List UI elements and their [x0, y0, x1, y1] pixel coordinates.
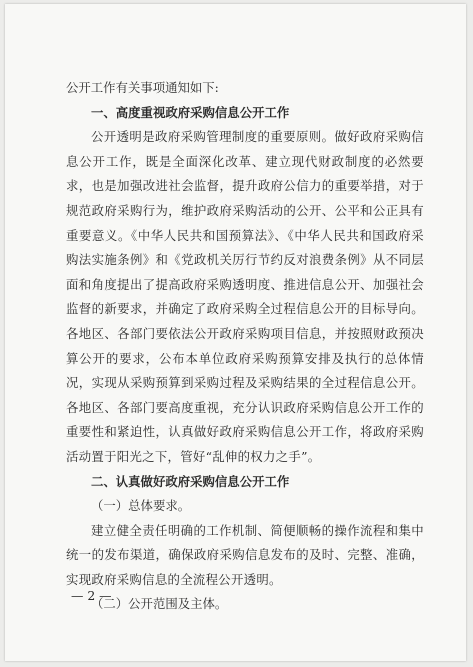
- document-page: [5, 4, 466, 661]
- section1-paragraph: 公开透明是政府采购管理制度的重要原则。做好政府采购信息公开工作，既是全面深化改革、建立现代财政制度的必然要求，也是加强改进社会监督，提升政府公信力的重要举措，对于规范政府采购行为，维护政府采购活动的公开、公平和公正具有重要意义。《中华人民共和国预算法》、《中华人民共和国政府采购法实施条例》和《党政机关厉行节约反对浪费条例》从不同层面和角度提出了提高政府采购透明度、推进信息公开、加强社会监督的新要求，并确定了政府采购全过程信息公开的目标导向。各地区、各部门要依法公开政府采购项目信息，并按照财政预决算公开的要求，公布本单位政府采购预算安排及执行的总体情况，实现从采购预算到采购过程及采购结果的全过程信息公开。各地区、各部门要高度重视，充分认识政府采购信息公开工作的重要性和紧迫性，认真做好政府采购信息公开工作，将政府采购活动置于阳光之下，管好“乱伸的权力之手”。: [66, 129, 424, 464]
- page-number: — 2 —: [71, 588, 112, 603]
- page-content: [66, 76, 424, 617]
- subsection2-heading: （二）公开范围及主体。: [91, 596, 228, 612]
- section2-heading: 二、认真做好政府采购信息公开工作: [91, 473, 290, 489]
- subsection1-heading: （一）总体要求。: [91, 498, 191, 514]
- intro-line: 公开工作有关事项通知如下:: [66, 80, 219, 95]
- section1-heading: 一、高度重视政府采购信息公开工作: [91, 104, 290, 120]
- subsection1-paragraph: 建立健全责任明确的工作机制、简便顺畅的操作流程和集中统一的发布渠道，确保政府采购信息发布的及时、完整、准确，实现政府采购信息的全流程公开透明。: [66, 522, 424, 587]
